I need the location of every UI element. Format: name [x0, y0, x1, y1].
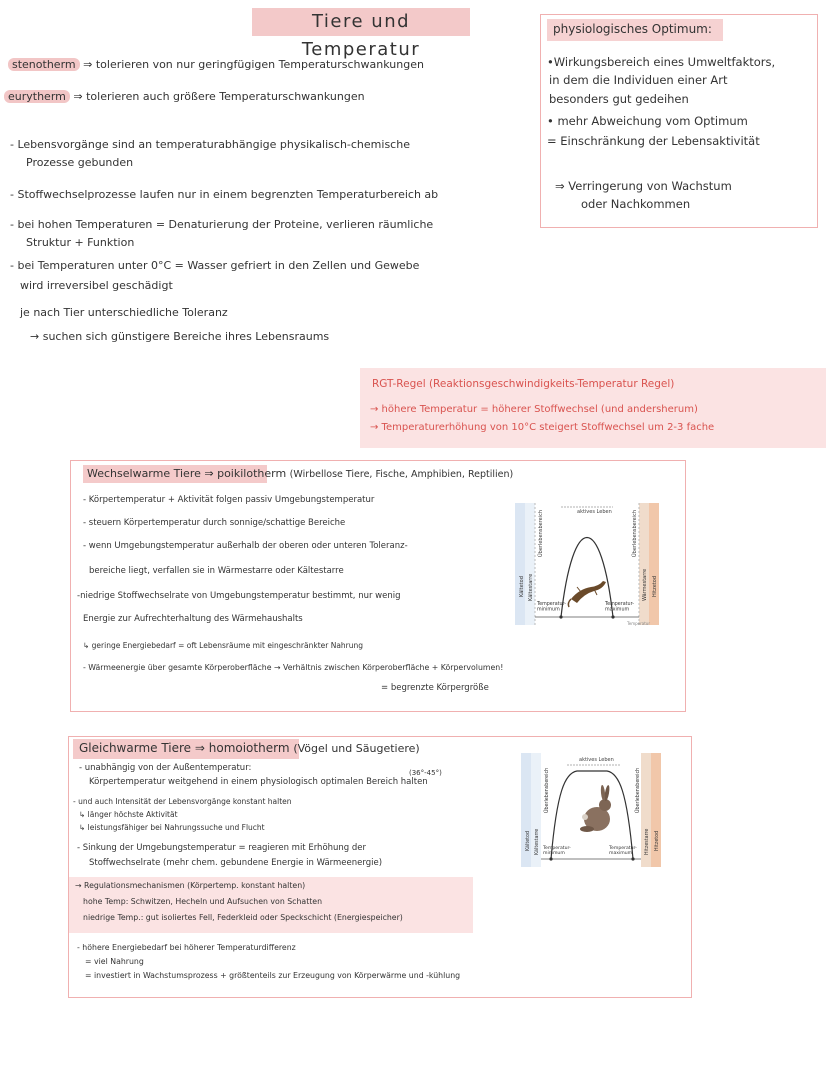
regulation-line: hohe Temp: Schwitzen, Hecheln und Aufsuchen von Schatten: [83, 897, 323, 906]
eurytherm-text: ⇒ tolerieren auch größere Temperaturschwankungen: [73, 90, 365, 103]
wechselwarm-box: [70, 460, 686, 712]
bullet-line: - Stoffwechselprozesse laufen nur in einem begrenzten Temperaturbereich ab: [10, 188, 439, 201]
diagram-max-label: Temperatur-maximum: [605, 602, 634, 613]
diagram-left-mid: Kältestarre: [528, 573, 534, 601]
gleichwarm-line: - unabhängig von der Außentemperatur:: [79, 763, 252, 773]
wechselwarm-line: Energie zur Aufrechterhaltung des Wärmehaushalts: [83, 614, 303, 624]
wechselwarm-heading: [87, 467, 513, 480]
gleichwarm-line: ↳ länger höchste Aktivität: [79, 810, 178, 819]
bullet-line: Prozesse gebunden: [26, 156, 134, 169]
energy-line: = viel Nahrung: [85, 957, 144, 966]
diagram-axis-bottom: Temperatur: [627, 621, 650, 626]
bullet-line: wird irreversibel geschädigt: [20, 279, 173, 292]
diagram-right-inner: Überlebensbereich: [636, 767, 641, 813]
energy-line: = investiert in Wachstumsprozess + größtenteils zur Erzeugung von Körperwärme und -kühlung: [85, 971, 461, 980]
diagram-left-outer: Kältetod: [519, 576, 525, 597]
optimum-line: • mehr Abweichung vom Optimum: [547, 114, 748, 128]
rgt-heading: RGT-Regel (Reaktionsgeschwindigkeits-Temperatur Regel): [372, 378, 675, 390]
rgt-line: → Temperaturerhöhung von 10°C steigert Stoffwechsel um 2-3 fache: [370, 422, 715, 433]
wechselwarm-line: bereiche liegt, verfallen sie in Wärmestarre oder Kältestarre: [89, 566, 344, 576]
page-title: Tiere und Temperatur: [252, 8, 470, 36]
gleichwarm-box: [68, 736, 692, 998]
diagram-left-mid: Kältestarre: [535, 828, 540, 855]
poikilotherm-diagram: [515, 501, 659, 629]
wechselwarm-line: - steuern Körpertemperatur durch sonnige/schattige Bereiche: [83, 518, 346, 528]
bullet-line: - bei hohen Temperaturen = Denaturierung der Proteine, verlieren räumliche: [10, 218, 434, 231]
gleichwarm-line: - und auch Intensität der Lebensvorgänge konstant halten: [73, 797, 292, 806]
bullet-line: → suchen sich günstigere Bereiche ihres Lebensraums: [30, 330, 330, 343]
wechselwarm-line: - Wärmeenergie über gesamte Körperoberfläche → Verhältnis zwischen Körperoberfläche + Körpervolumen!: [83, 663, 504, 672]
diagram-max-label: Temperatur-maximum: [609, 846, 637, 857]
wechselwarm-line: = begrenzte Körpergröße: [381, 683, 489, 693]
rgt-line: → höhere Temperatur = höherer Stoffwechsel (und andersherum): [370, 404, 698, 415]
diagram-min-label: Temperatur-minimum: [537, 602, 566, 613]
energy-line: - höhere Energiebedarf bei höherer Temperaturdifferenz: [77, 943, 296, 952]
diagram-right-inner: Überlebensbereich: [632, 509, 638, 557]
wechselwarm-line: ↳ geringe Energiebedarf = oft Lebensräume mit eingeschränkter Nahrung: [83, 641, 364, 650]
wechselwarm-heading-note: (Wirbellose Tiere, Fische, Amphibien, Reptilien): [289, 469, 514, 480]
wechselwarm-line: - wenn Umgebungstemperatur außerhalb der oberen oder unteren Toleranz-: [83, 541, 408, 551]
optimum-line: oder Nachkommen: [581, 197, 691, 211]
gleichwarm-temp-note: (36°-45°): [409, 769, 442, 777]
gleichwarm-line: Körpertemperatur weitgehend in einem physiologisch optimalen Bereich halten: [89, 777, 428, 787]
diagram-right-outer: Hitzetod: [655, 830, 660, 851]
diagram-left-inner: Überlebensbereich: [545, 767, 550, 813]
optimum-line: = Einschränkung der Lebensaktivität: [547, 134, 760, 148]
wechselwarm-line: -niedrige Stoffwechselrate von Umgebungstemperatur bestimmt, nur wenig: [77, 591, 401, 601]
stenotherm-definition: [8, 58, 424, 71]
optimum-line: besonders gut gedeihen: [549, 92, 689, 106]
optimum-line: ⇒ Verringerung von Wachstum: [555, 179, 732, 193]
eurytherm-term: eurytherm: [4, 90, 70, 103]
diagram-min-label: Temperatur-minimum: [543, 846, 571, 857]
gleichwarm-heading-text: Gleichwarme Tiere ⇒ homoiotherm: [79, 741, 290, 755]
gleichwarm-heading-note: (Vögel und Säugetiere): [293, 742, 420, 755]
optimum-line: in dem die Individuen einer Art: [549, 73, 728, 87]
bullet-line: Struktur + Funktion: [26, 236, 135, 249]
bullet-line: je nach Tier unterschiedliche Toleranz: [20, 306, 228, 319]
diagram-right-outer: Hitzetod: [652, 575, 658, 597]
optimum-box: [540, 14, 818, 228]
regulation-line: → Regulationsmechanismen (Körpertemp. konstant halten): [75, 881, 306, 890]
rgt-box: [360, 368, 826, 448]
stenotherm-term: stenotherm: [8, 58, 80, 71]
eurytherm-definition: [4, 90, 365, 103]
hare-icon: [580, 785, 611, 832]
bullet-line: - bei Temperaturen unter 0°C = Wasser gefriert in den Zellen und Gewebe: [10, 259, 420, 272]
wechselwarm-line: - Körpertemperatur + Aktivität folgen passiv Umgebungstemperatur: [83, 495, 375, 505]
lizard-icon: [568, 581, 606, 607]
diagram-top-label: aktives Leben: [577, 509, 612, 515]
diagram-right-mid: Hitzestarre: [645, 828, 650, 855]
wechselwarm-heading-text: Wechselwarme Tiere ⇒ poikilotherm: [87, 467, 287, 480]
homoiotherm-diagram: [521, 751, 661, 869]
diagram-right-mid: Wärmestarre: [642, 568, 648, 601]
diagram-left-outer: Kältetod: [526, 830, 531, 851]
gleichwarm-line: Stoffwechselrate (mehr chem. gebundene Energie in Wärmeenergie): [89, 858, 383, 868]
optimum-line: •Wirkungsbereich eines Umweltfaktors,: [547, 55, 776, 69]
stenotherm-text: ⇒ tolerieren von nur geringfügigen Temperaturschwankungen: [83, 58, 424, 71]
gleichwarm-line: ↳ leistungsfähiger bei Nahrungssuche und Flucht: [79, 823, 265, 832]
diagram-top-label: aktives Leben: [579, 757, 614, 763]
gleichwarm-heading: [79, 741, 420, 755]
regulation-block: [69, 877, 473, 933]
diagram-left-inner: Überlebensbereich: [538, 509, 544, 557]
regulation-line: niedrige Temp.: gut isoliertes Fell, Federkleid oder Speckschicht (Energiespeicher): [83, 913, 403, 922]
bullet-line: - Lebensvorgänge sind an temperaturabhängige physikalisch-chemische: [10, 138, 410, 151]
gleichwarm-line: - Sinkung der Umgebungstemperatur = reagieren mit Erhöhung der: [77, 843, 367, 853]
optimum-heading: physiologisches Optimum:: [553, 22, 712, 36]
